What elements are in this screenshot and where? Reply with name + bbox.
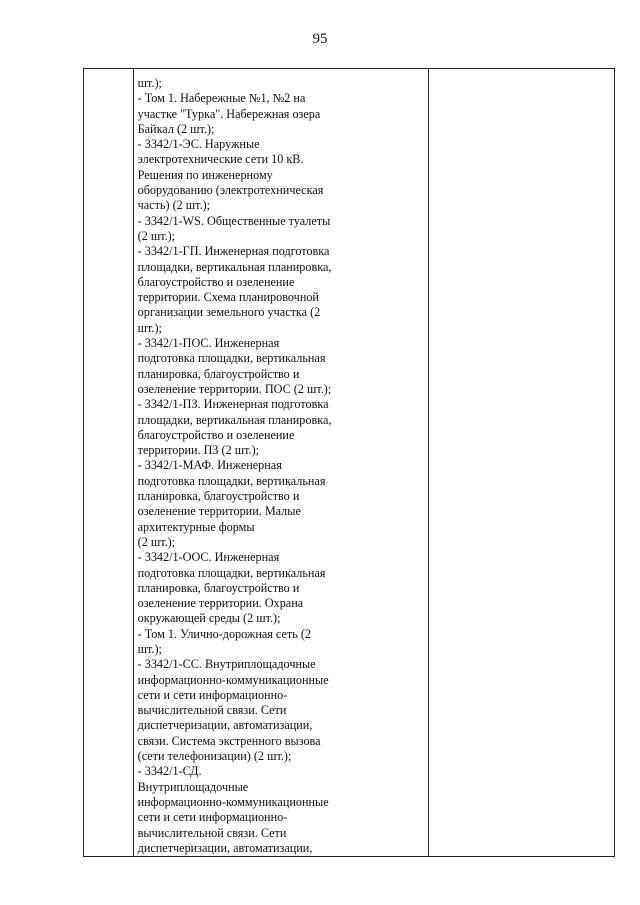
- document-line: шт.);: [137, 320, 162, 335]
- documents-list: [134, 69, 428, 856]
- document-line: планировка, благоустройство и: [137, 366, 300, 381]
- table-cell-empty-1: [428, 69, 614, 857]
- document-line: шт.);: [137, 641, 162, 656]
- document-line: благоустройство и озеленение: [137, 274, 295, 289]
- document-line: - 3342/1-ООС. Инженерная: [137, 550, 280, 565]
- document-line: часть) (2 шт.);: [137, 198, 211, 213]
- document-line: - 3342/1-СС. Внутриплощадочные: [137, 657, 316, 672]
- document-line: озеленение территории. Охрана: [137, 596, 304, 611]
- document-line: (2 шт.);: [137, 534, 176, 549]
- document-line: озеленение территории. ПОС (2 шт.);: [137, 381, 332, 396]
- document-line: подготовка площадки, вертикальная: [137, 473, 326, 488]
- document-line: площадки, вертикальная планировка,: [137, 412, 332, 427]
- document-line: территории. Схема планировочной: [137, 290, 319, 305]
- document-line: шт.);: [137, 76, 162, 90]
- document-line: Решения по инженерному: [137, 167, 273, 182]
- table-cell-index: [84, 69, 134, 857]
- document-line: информационно-коммуникационные: [137, 794, 329, 809]
- document-line: озеленение территории. Малые: [137, 504, 301, 519]
- document-line: территории. ПЗ (2 шт.);: [137, 443, 260, 458]
- document-line: (сети телефонизации) (2 шт.);: [137, 749, 292, 764]
- document-line: организации земельного участка (2: [137, 305, 321, 320]
- document-line: участке "Турка". Набережная озера: [137, 106, 321, 121]
- document-table: [83, 68, 615, 857]
- document-line: - 3342/1-ЭС. Наружные: [137, 137, 260, 152]
- document-line: окружающей среды (2 шт.);: [137, 611, 281, 626]
- document-line: вычислительной связи. Сети: [137, 703, 287, 718]
- document-line: подготовка площадки, вертикальная: [137, 565, 326, 580]
- cell-empty-2-text: [615, 69, 621, 76]
- document-line: сети и сети информационно-: [137, 687, 288, 702]
- document-line: диспетчеризации, автоматизации,: [137, 840, 313, 855]
- document-line: архитектурные формы: [137, 519, 255, 534]
- document-line: планировка, благоустройство и: [137, 489, 300, 504]
- document-line: планировка, благоустройство и: [137, 580, 300, 595]
- document-line: - Том 1. Улично-дорожная сеть (2: [137, 626, 311, 641]
- document-line: Байкал (2 шт.);: [137, 121, 215, 136]
- page-number: 95: [312, 31, 328, 47]
- document-line: - 3342/1-ГП. Инженерная подготовка: [137, 244, 330, 259]
- document-line: сети и сети информационно-: [137, 810, 288, 825]
- document-line: Внутриплощадочные: [137, 779, 249, 794]
- document-line: - 3342/1-ПОС. Инженерная: [137, 336, 280, 351]
- document-line: (2 шт.);: [137, 228, 176, 243]
- document-line: информационно-коммуникационные: [137, 672, 329, 687]
- document-line: вычислительной связи. Сети: [137, 825, 287, 840]
- document-line: благоустройство и озеленение: [137, 427, 295, 442]
- document-line: оборудованию (электротехническая: [137, 183, 324, 198]
- document-line: диспетчеризации, автоматизации,: [137, 718, 313, 733]
- document-line: - Том 1. Набережные №1, №2 на: [137, 91, 306, 106]
- document-line: - 3342/1-СД.: [137, 764, 202, 779]
- document-line: связи. Система экстренного вызова: [137, 733, 321, 748]
- document-line: площадки, вертикальная планировка,: [137, 259, 332, 274]
- document-line: - 3342/1-МАФ. Инженерная: [137, 458, 282, 473]
- document-line: - 3342/1-WS. Общественные туалеты: [137, 213, 331, 228]
- cell-index-text: [84, 69, 133, 76]
- document-line: подготовка площадки, вертикальная: [137, 351, 326, 366]
- table-cell-documents: [133, 69, 428, 857]
- document-line: электротехнические сети 10 кВ.: [137, 152, 304, 167]
- document-line: - 3342/1-ПЗ. Инженерная подготовка: [137, 397, 329, 412]
- table-row: [84, 69, 615, 857]
- cell-empty-1-text: [429, 69, 614, 76]
